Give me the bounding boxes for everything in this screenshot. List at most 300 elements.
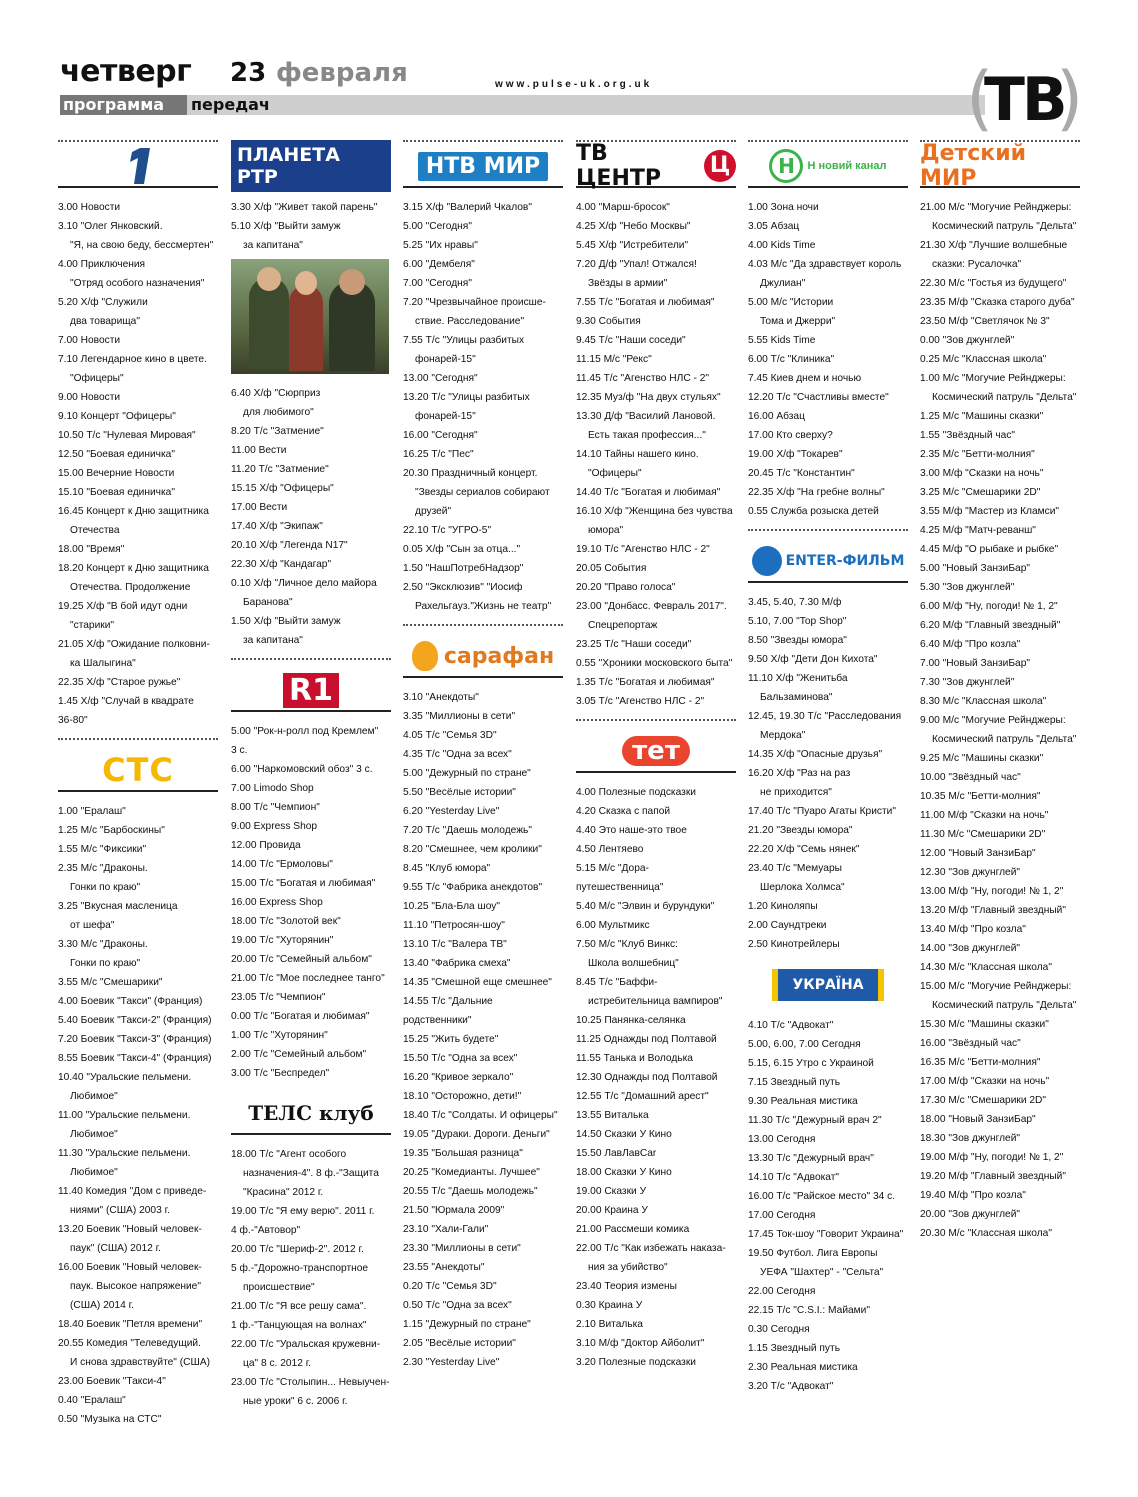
program-item: 22.30 М/с "Гостья из будущего"	[920, 278, 1067, 289]
program-item: 3.35 "Миллионы в сети"	[403, 711, 516, 722]
program-item: 12.50 "Боевая единичка"	[58, 449, 175, 460]
program-item: 8.00 Т/с "Чемпион"	[231, 802, 320, 813]
program-item: 4.10 Т/с "Адвокат"	[748, 1020, 834, 1031]
program-item: 4.20 Сказка с папой	[576, 806, 671, 817]
program-item: 7.00 "Сегодня"	[403, 278, 472, 289]
program-item: Отечества. Продолжение	[70, 582, 191, 593]
program-item: 5.15, 6.15 Утро с Украиной	[748, 1058, 874, 1069]
program-item: 16.35 М/с "Бетти-молния"	[920, 1057, 1041, 1068]
r1-logo-text: R1	[283, 673, 339, 708]
program-item: Баранова"	[243, 597, 293, 608]
program-item: 0.50 "Музыка на СТС"	[58, 1414, 162, 1425]
program-item: ниями" (США) 2003 г.	[70, 1205, 170, 1216]
program-item: "Звезды сериалов собирают	[415, 487, 550, 498]
program-item: "Красина" 2012 г.	[243, 1187, 324, 1198]
program-item: 16.20 Х/ф "Раз на раз	[748, 768, 851, 779]
program-item: 11.55 Танька и Володька	[576, 1053, 693, 1064]
enter-film-logo-text: ENTER-ФИЛЬМ	[785, 553, 905, 569]
program-item: происшествие"	[243, 1282, 315, 1293]
program-item: Космический патруль "Дельта"	[932, 734, 1077, 745]
program-item: 1.00 Зона ночи	[748, 202, 819, 213]
program-item: 19.35 "Большая разница"	[403, 1148, 523, 1159]
program-item: 8.50 "Звезды юмора"	[748, 635, 847, 646]
column-detskiy-mir	[920, 140, 1080, 1440]
program-item: 5.10, 7.00 "Top Shop"	[748, 616, 847, 627]
page-date: 23	[230, 58, 267, 88]
program-item: Есть такая профессия..."	[588, 430, 706, 441]
program-item: 22.35 Х/ф "Старое ружье"	[58, 677, 181, 688]
schedule-ukraina	[748, 1016, 908, 1396]
program-item: 19.00 Х/ф "Токарев"	[748, 449, 843, 460]
tv-centr-circle-icon: Ц	[704, 150, 736, 182]
program-item: 19.25 Х/ф "В бой идут одни	[58, 601, 188, 612]
program-item: 5.00 "Сегодня"	[403, 221, 472, 232]
program-item: 23.30 "Миллионы в сети"	[403, 1243, 521, 1254]
column-tv-centr	[576, 140, 736, 1440]
program-item: И снова здравствуйте" (США)	[70, 1357, 211, 1368]
site-url[interactable]: www.pulse-uk.org.uk	[495, 79, 653, 90]
ntv-mir-logo-text: НТВ МИР	[418, 152, 548, 181]
program-item: 10.25 "Бла-Бла шоу"	[403, 901, 500, 912]
schedule-noviy-kanal	[748, 198, 908, 521]
program-item: 20.05 События	[576, 563, 647, 574]
program-item: 20.00 "Зов джунглей"	[920, 1209, 1021, 1220]
program-item: 18.00 Т/с "Агент особого	[231, 1149, 347, 1160]
program-item: 5.00 "Рок-н-ролл под Кремлем"	[231, 726, 379, 737]
program-item: 18.00 Т/с "Золотой век"	[231, 916, 341, 927]
program-item: 1.00 "Ералаш"	[58, 806, 126, 817]
program-item: 1.35 Т/с "Богатая и любимая"	[576, 677, 715, 688]
program-item: 5.00 "Новый ЗанзиБар"	[920, 563, 1030, 574]
program-item: 13.20 М/ф "Главный звездный"	[920, 905, 1066, 916]
program-item: 12.35 Муз/ф "На двух стульях"	[576, 392, 721, 403]
program-item: 3.10 "Анекдоты"	[403, 692, 479, 703]
program-item: 12.55 Т/с "Домашний арест"	[576, 1091, 709, 1102]
program-item: 7.45 Киев днем и ночью	[748, 373, 862, 384]
program-item: 16.00 "Сегодня"	[403, 430, 478, 441]
program-item: 11.00 Вести	[231, 445, 287, 456]
program-item: 18.00 Сказки У Кино	[576, 1167, 672, 1178]
program-item: 5.30 "Зов джунглей"	[920, 582, 1015, 593]
program-item: 12.00 Провида	[231, 840, 301, 851]
program-item: 19.10 Т/с "Агенство НЛС - 2"	[576, 544, 710, 555]
program-item: 19.00 Т/с "Я ему верю". 2011 г.	[231, 1206, 375, 1217]
program-item: 14.55 Т/с "Дальние родственники"	[403, 996, 493, 1026]
program-item: 7.20 Боевик "Такси-3" (Франция)	[58, 1034, 212, 1045]
program-item: паук. Высокое напряжение"	[70, 1281, 201, 1292]
program-item: 23.55 "Анекдоты"	[403, 1262, 485, 1273]
program-item: 21.50 "Юрмала 2009"	[403, 1205, 505, 1216]
schedule-tv-centr	[576, 198, 736, 711]
program-item: 23.00 Боевик "Такси-4"	[58, 1376, 166, 1387]
program-item: 14.40 Т/с "Богатая и любимая"	[576, 487, 721, 498]
logo-perviy-kanal	[58, 146, 218, 188]
program-item: Космический патруль "Дельта"	[932, 1000, 1077, 1011]
program-item: 4.03 М/с "Да здравствует король	[748, 259, 902, 270]
program-item: Любимое"	[70, 1167, 118, 1178]
program-item: 4.35 Т/с "Одна за всех"	[403, 749, 512, 760]
program-item: два товарища"	[70, 316, 140, 327]
program-item: 20.00 Т/с "Шериф-2". 2012 г.	[231, 1244, 364, 1255]
program-item: 9.10 Концерт "Офицеры"	[58, 411, 176, 422]
program-item: 11.00 "Уральские пельмени.	[58, 1110, 191, 1121]
schedule-sts	[58, 802, 218, 1429]
program-item: 19.20 М/ф "Главный звездный"	[920, 1171, 1066, 1182]
program-item: 7.00 "Новый ЗанзиБар"	[920, 658, 1030, 669]
program-item: Джулиан"	[760, 278, 806, 289]
program-item: 2.30 Реальная мистика	[748, 1362, 858, 1373]
program-item: 12.45, 19.30 Т/с "Расследования	[748, 711, 902, 722]
program-item: Гонки по краю"	[70, 958, 141, 969]
program-item: 22.00 Сегодня	[748, 1286, 816, 1297]
logo-planeta-rtr	[231, 146, 391, 188]
program-item: 3.00 М/ф "Сказки на ночь"	[920, 468, 1044, 479]
program-item: 7.30 "Зов джунглей"	[920, 677, 1015, 688]
program-item: 0.50 Т/с "Одна за всех"	[403, 1300, 512, 1311]
column-perviy	[58, 140, 218, 1440]
program-item: 1.00 М/с "Могучие Рейнджеры:	[920, 373, 1066, 384]
program-item: 0.00 "Зов джунглей"	[920, 335, 1015, 346]
program-item: 0.55 Служба розыска детей	[748, 506, 879, 517]
program-item: 19.05 "Дураки. Дороги. Деньги"	[403, 1129, 550, 1140]
program-item: 20.55 Т/с "Даешь молодежь"	[403, 1186, 538, 1197]
program-item: 20.00 Т/с "Семейный альбом"	[231, 954, 372, 965]
program-item: 7.00 Limodo Shop	[231, 783, 314, 794]
schedule-detskiy-mir	[920, 198, 1080, 1243]
program-item: "Я, на свою беду, бессмертен"	[70, 240, 214, 251]
program-item: паук" (США) 2012 г.	[70, 1243, 161, 1254]
program-item: 7.55 Т/с "Улицы разбитых	[403, 335, 525, 346]
program-item: 20.45 Т/с "Константин"	[748, 468, 855, 479]
program-item: 13.30 Д/ф "Василий Лановой.	[576, 411, 716, 422]
program-item: 23.40 Теория измены	[576, 1281, 677, 1292]
program-item: 3.10 "Олег Янковский.	[58, 221, 163, 232]
program-item: 16.00 Абзац	[748, 411, 805, 422]
program-item: 3 с.	[231, 745, 248, 756]
program-item: 7.50 М/с "Клуб Винкс:	[576, 939, 678, 950]
program-item: Спецрепортаж	[588, 620, 658, 631]
program-item: 20.20 "Право голоса"	[576, 582, 676, 593]
program-item: 23.50 М/ф "Светлячок № 3"	[920, 316, 1050, 327]
program-item: 20.55 Комедия "Телеведущий.	[58, 1338, 201, 1349]
program-item: 14.30 М/с "Классная школа"	[920, 962, 1052, 973]
program-item: Мердока"	[760, 730, 806, 741]
program-item: 6.00 "Дембеля"	[403, 259, 475, 270]
program-item: 17.00 Сегодня	[748, 1210, 816, 1221]
noviy-kanal-logo-text: Н новий канал	[807, 160, 887, 172]
program-item: 4.40 Это наше-это твое	[576, 825, 687, 836]
program-item: 2.05 "Весёлые истории"	[403, 1338, 516, 1349]
program-item: 20.25 "Комедианты. Лучшее"	[403, 1167, 540, 1178]
program-item: 1 ф.-"Танцующая на волнах"	[231, 1320, 367, 1331]
program-item: 9.00 М/с "Могучие Рейнджеры:	[920, 715, 1066, 726]
program-item: ца" 8 с. 2012 г.	[243, 1358, 311, 1369]
program-item: 1.55 "Звёздный час"	[920, 430, 1016, 441]
program-item: 3.20 Полезные подсказки	[576, 1357, 696, 1368]
program-item: 2.30 "Yesterday Live"	[403, 1357, 500, 1368]
logo-tet	[576, 731, 736, 773]
planeta-rtr-logo-text: ПЛАНЕТА РТР	[237, 144, 340, 188]
program-item: УЕФА "Шахтер" - "Сельта"	[760, 1267, 884, 1278]
program-item: от шефа"	[70, 920, 115, 931]
program-item: 3.05 Т/с "Агенство НЛС - 2"	[576, 696, 705, 707]
logo-noviy-kanal	[748, 146, 908, 188]
program-item: 1.55 М/с "Фиксики"	[58, 844, 147, 855]
program-item: 7.15 Звездный путь	[748, 1077, 840, 1088]
program-item: (США) 2014 г.	[70, 1300, 134, 1311]
program-item: 11.30 М/с "Смешарики 2D"	[920, 829, 1046, 840]
program-item: истребительница вампиров"	[588, 996, 723, 1007]
program-item: 16.20 "Кривое зеркало"	[403, 1072, 514, 1083]
program-item: 7.00 Новости	[58, 335, 121, 346]
program-item: 8.20 "Смешнее, чем кролики"	[403, 844, 542, 855]
program-item: 12.20 Т/с "Счастливы вместе"	[748, 392, 889, 403]
program-item: 1.25 М/с "Машины сказки"	[920, 411, 1044, 422]
program-item: 11.00 М/ф "Сказки на ночь"	[920, 810, 1049, 821]
program-item: 14.00 Т/с "Ермоловы"	[231, 859, 333, 870]
logo-sts	[58, 750, 218, 792]
program-item: 13.00 Сегодня	[748, 1134, 816, 1145]
program-item: 5.40 Боевик "Такси-2" (Франция)	[58, 1015, 212, 1026]
program-item: назначения-4". 8 ф.-"Защита	[243, 1168, 379, 1179]
program-item: 3.30 Х/ф "Живет такой парень"	[231, 202, 378, 213]
logo-tv-centr	[576, 141, 736, 191]
program-item: 18.40 Боевик "Петля времени"	[58, 1319, 203, 1330]
program-item: 14.00 "Зов джунглей"	[920, 943, 1021, 954]
program-item: 15.00 Т/с "Богатая и любимая"	[231, 878, 376, 889]
program-item: 0.05 Х/ф "Сын за отца..."	[403, 544, 521, 555]
detskiy-mir-logo-text: Детский МИР	[920, 141, 1027, 191]
program-item: 22.35 Х/ф "На гребне волны"	[748, 487, 885, 498]
noviy-kanal-circle-icon: Н	[769, 149, 803, 183]
program-item: 0.55 "Хроники московского быта"	[576, 658, 733, 669]
page-month: февраля	[276, 58, 408, 88]
column-noviy-kanal	[748, 140, 908, 1440]
program-item: 36-80"	[58, 715, 88, 726]
program-item: 5.15 М/с "Дора-путешественница"	[576, 863, 664, 893]
program-item: 6.00 М/ф "Ну, погоди! № 1, 2"	[920, 601, 1058, 612]
program-item: 1.50 Х/ф "Выйти замуж	[231, 616, 341, 627]
movie-still-photo	[231, 259, 389, 374]
tv-badge-text: ТВ	[984, 65, 1065, 135]
program-item: фонарей-15"	[415, 354, 476, 365]
program-item: 11.25 Однажды под Полтавой	[576, 1034, 717, 1045]
program-item: 6.20 "Yesterday Live"	[403, 806, 500, 817]
logo-tels-club	[231, 1093, 391, 1135]
program-item: 10.25 Панянка-селянка	[576, 1015, 686, 1026]
program-item: друзей"	[415, 506, 452, 517]
program-item: 15.50 Т/с "Одна за всех"	[403, 1053, 518, 1064]
program-item: 4 ф.-"Автовор"	[231, 1225, 301, 1236]
program-item: 3.10 М/ф "Доктор Айболит"	[576, 1338, 705, 1349]
program-item: 5.25 "Их нравы"	[403, 240, 478, 251]
program-item: ка Шалыгина"	[70, 658, 136, 669]
program-item: 9.45 Т/с "Наши соседи"	[576, 335, 686, 346]
program-item: 21.00 М/с "Могучие Рейнджеры:	[920, 202, 1072, 213]
program-item: 11.45 Т/с "Агенство НЛС - 2"	[576, 373, 710, 384]
program-item: 11.30 "Уральские пельмени.	[58, 1148, 191, 1159]
program-item: 7.10 Легендарное кино в цвете.	[58, 354, 207, 365]
program-item: 13.40 "Фабрика смеха"	[403, 958, 511, 969]
program-item: 3.30 М/с "Драконы.	[58, 939, 148, 950]
schedule-sarafan	[403, 688, 563, 1372]
program-item: юмора"	[588, 525, 624, 536]
program-item: для любимого"	[243, 407, 314, 418]
program-item: 13.40 М/ф "Про козла"	[920, 924, 1026, 935]
program-item: 3.00 Новости	[58, 202, 121, 213]
program-item: 18.00 "Время"	[58, 544, 125, 555]
program-item: 15.25 "Жить будете"	[403, 1034, 499, 1045]
program-item: 4.00 Полезные подсказки	[576, 787, 696, 798]
program-item: 22.10 Т/с "УГРО-5"	[403, 525, 492, 536]
logo-ukraina	[748, 964, 908, 1006]
program-item: 15.00 М/с "Могучие Рейнджеры:	[920, 981, 1072, 992]
program-item: 16.00 Express Shop	[231, 897, 323, 908]
program-item: 12.30 Однажды под Полтавой	[576, 1072, 718, 1083]
program-item: 1.25 М/с "Барбоскины"	[58, 825, 165, 836]
program-item: 6.40 Х/ф "Сюрприз	[231, 388, 321, 399]
program-item: 18.30 "Зов джунглей"	[920, 1133, 1021, 1144]
program-item: 5.00, 6.00, 7.00 Сегодня	[748, 1039, 861, 1050]
program-item: 2.50 Кинотрейлеры	[748, 939, 840, 950]
program-item: 11.40 Комедия "Дом с приведе-	[58, 1186, 207, 1197]
schedule-tels	[231, 1145, 391, 1411]
program-item: 13.00 М/ф "Ну, погоди! № 1, 2"	[920, 886, 1064, 897]
program-item: 18.40 Т/с "Солдаты. И офицеры"	[403, 1110, 558, 1121]
program-item: 1.20 Киноляпы	[748, 901, 818, 912]
program-item: 7.20 "Чрезвычайное происше-	[403, 297, 546, 308]
program-item: 14.10 Тайны нашего кино.	[576, 449, 699, 460]
program-item: 5.55 Kids Time	[748, 335, 816, 346]
program-item: 5.20 Х/ф "Служили	[58, 297, 148, 308]
program-item: 2.10 Виталька	[576, 1319, 643, 1330]
sarafan-logo-text: сарафан	[443, 643, 555, 669]
program-item: 21.00 Т/с "Я все решу сама".	[231, 1301, 367, 1312]
program-item: 7.55 Т/с "Богатая и любимая"	[576, 297, 715, 308]
program-item: 21.05 Х/ф "Ожидание полковни-	[58, 639, 210, 650]
logo-detskiy-mir	[920, 141, 1080, 191]
program-item: 5.00 "Дежурный по стране"	[403, 768, 531, 779]
program-item: Тома и Джерри"	[760, 316, 836, 327]
enter-film-circle-icon	[752, 546, 782, 576]
program-item: 4.00 Приключения	[58, 259, 146, 270]
program-item: Любимое"	[70, 1091, 118, 1102]
program-item: 5.10 Х/ф "Выйти замуж	[231, 221, 341, 232]
program-item: 7.20 Д/ф "Упал! Отжался!	[576, 259, 697, 270]
schedule-perviy	[58, 198, 218, 730]
program-item: 9.30 Реальная мистика	[748, 1096, 858, 1107]
program-item: 16.10 Х/ф "Женщина без чувства	[576, 506, 733, 517]
program-item: 17.30 М/с "Смешарики 2D"	[920, 1095, 1047, 1106]
program-item: 6.00 "Наркомовский обоз" 3 с.	[231, 764, 373, 775]
program-item: 19.50 Футбол. Лига Европы	[748, 1248, 878, 1259]
program-item: 5 ф.-"Дорожно-транспортное	[231, 1263, 369, 1274]
program-item: 1.15 "Дежурный по стране"	[403, 1319, 531, 1330]
program-item: 14.35 "Смешной еще смешнее"	[403, 977, 552, 988]
program-item: Бальзаминова"	[760, 692, 833, 703]
program-item: 14.35 Х/ф "Опасные друзья"	[748, 749, 883, 760]
program-item: 13.00 "Сегодня"	[403, 373, 478, 384]
bracket-right-icon: )	[1056, 57, 1084, 139]
program-item: 22.15 Т/с "C.S.I.: Майами"	[748, 1305, 870, 1316]
program-item: 0.30 Краина У	[576, 1300, 643, 1311]
program-item: 14.50 Сказки У Кино	[576, 1129, 672, 1140]
program-item: 4.25 М/ф "Матч-реванш"	[920, 525, 1036, 536]
program-item: сказки: Русалочка"	[932, 259, 1022, 270]
program-item: 9.50 Х/ф "Дети Дон Кихота"	[748, 654, 878, 665]
perviy-kanal-logo-icon	[118, 146, 158, 186]
program-item: 21.30 Х/ф "Лучшие волшебные	[920, 240, 1068, 251]
program-item: 23.05 Т/с "Чемпион"	[231, 992, 326, 1003]
tv-centr-logo-text: ТВ ЦЕНТР	[576, 141, 661, 191]
program-item: 13.55 Виталька	[576, 1110, 649, 1121]
program-item: Школа волшебниц"	[588, 958, 679, 969]
program-item: 5.45 Х/ф "Истребители"	[576, 240, 689, 251]
program-item: 9.00 Express Shop	[231, 821, 318, 832]
program-item: 16.00 Боевик "Новый человек-	[58, 1262, 202, 1273]
program-item: 5.50 "Весёлые истории"	[403, 787, 516, 798]
program-item: 6.40 М/ф "Про козла"	[920, 639, 1021, 650]
program-item: ствие. Расследование"	[415, 316, 525, 327]
program-item: 17.40 Х/ф "Экипаж"	[231, 521, 323, 532]
program-item: "Отряд особого назначения"	[70, 278, 205, 289]
program-item: 23.00 "Донбасс. Февраль 2017".	[576, 601, 727, 612]
program-item: 9.55 Т/с "Фабрика анекдотов"	[403, 882, 543, 893]
program-item: не приходится"	[760, 787, 832, 798]
program-item: 20.00 Краина У	[576, 1205, 648, 1216]
program-item: 2.35 М/с "Драконы.	[58, 863, 148, 874]
program-item: 6.00 Мультмикс	[576, 920, 650, 931]
program-item: 19.00 Т/с "Хуторянин"	[231, 935, 334, 946]
program-item: 16.00 "Звёздный час"	[920, 1038, 1021, 1049]
program-item: 19.00 М/ф "Ну, погоди! № 1, 2"	[920, 1152, 1064, 1163]
schedule-ntv-mir	[403, 198, 563, 616]
program-item: 16.45 Концерт к Дню защитника	[58, 506, 209, 517]
program-item: 22.20 Х/ф "Семь нянек"	[748, 844, 860, 855]
program-item: ния за убийство"	[588, 1262, 668, 1273]
program-item: 7.20 Т/с "Даешь молодежь"	[403, 825, 532, 836]
logo-r1	[231, 670, 391, 712]
program-item: 23.35 М/ф "Сказка старого дуба"	[920, 297, 1075, 308]
program-item: 13.20 Боевик "Новый человек-	[58, 1224, 202, 1235]
schedule-planeta-2	[231, 384, 391, 650]
program-item: 8.20 Т/с "Затмение"	[231, 426, 324, 437]
program-item: Любимое"	[70, 1129, 118, 1140]
program-item: Шерлока Холмса"	[760, 882, 845, 893]
program-item: 22.00 Т/с "Как избежать наказа-	[576, 1243, 726, 1254]
program-item: 13.20 Т/с "Улицы разбитых	[403, 392, 530, 403]
program-item: 2.50 "Эксклюзив" "Иосиф	[403, 582, 523, 593]
program-item: 22.00 Т/с "Уральская кружевни-	[231, 1339, 381, 1350]
program-item: 8.30 М/с "Классная школа"	[920, 696, 1047, 707]
schedule-enter-film	[748, 593, 908, 954]
page-day: четверг	[60, 54, 192, 89]
program-item: 20.30 М/с "Классная школа"	[920, 1228, 1052, 1239]
program-item: 9.30 События	[576, 316, 641, 327]
program-item: 3.15 Х/ф "Валерий Чкалов"	[403, 202, 532, 213]
program-item: 13.30 Т/с "Дежурный врач"	[748, 1153, 874, 1164]
program-item: "старики"	[70, 620, 115, 631]
program-item: 10.50 Т/с "Нулевая Мировая"	[58, 430, 196, 441]
program-item: 19.40 М/ф "Про козла"	[920, 1190, 1026, 1201]
section-label: программа	[60, 95, 187, 115]
program-item: фонарей-15"	[415, 411, 476, 422]
program-item: 16.25 Т/с "Пес"	[403, 449, 474, 460]
program-item: 10.40 "Уральские пельмени.	[58, 1072, 192, 1083]
program-item: 4.00 Kids Time	[748, 240, 816, 251]
program-item: за капитана"	[243, 635, 303, 646]
program-item: 15.30 М/с "Машины сказки"	[920, 1019, 1049, 1030]
